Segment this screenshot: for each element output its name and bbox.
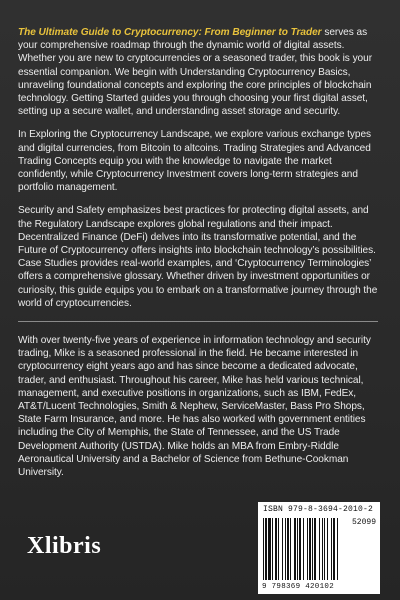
intro-text: serves as your comprehensive roadmap through the dynamic world of digital assets. Whether you are new to cryptocurrencies or a seasoned trader, this book is your essential companion. We begin with Understanding Cryptocurrency Basics, unraveling foundational concepts and exploring the core principles of blockchain technology. Getting Started guides you through choosing your first digital asset, setting up a secure wallet, and understanding asset storage and security. [18, 27, 372, 118]
blurb [18, 26, 384, 320]
barcode-icon [262, 518, 352, 582]
price-code: 52099 [351, 518, 376, 527]
author-bio [18, 334, 384, 479]
author-bio-text: With over twenty-five years of experience in information technology and security trading, Mike is a seasoned professional in the field. He became interested in cryptocurrency eight years ago and has since become a dedicated advocate, trader, and enthusiast. Throughout his career, Mike has held various technical, management, and executive positions in organizations, such as IBM, FedEx, AT&T/Lucent Technologies, Smith & Nephew, ServiceMaster, Bass Pro Shops, State Farm Insurance, and more. He has also worked with government entities including the City of Memphis, the State of Tennessee, and the US Trade Development Authority (USTDA). Mike holds an MBA from Embry-Riddle Aeronautical University and a Bachelor of Science from Bethune-Cookman University. [18, 335, 371, 479]
intro-paragraph [18, 26, 384, 118]
isbn-label: ISBN 979-8-3694-2010-2 [263, 505, 374, 514]
security-paragraph: Security and Safety emphasizes best practices for protecting digital assets, and the Regulatory Landscape explores global regulations and their impact. Decentralized Finance (DeFi) delves into its transformative potential, and the Future of Cryptocurrency offers insights into blockchain technology’s possibilities. Case Studies provides real-world examples, and ‘Cryptocurrency Terminologies’ offers a comprehensive glossary. Whether driven by investment opportunities or curiosity, this guide equips you to embark on a transformative journey through the world of cryptocurrencies. [18, 205, 378, 309]
section-divider [18, 321, 378, 322]
landscape-paragraph: In Exploring the Cryptocurrency Landscape, we explore various exchange types and digital currencies, from Bitcoin to altcoins. Trading Strategies and Advanced Trading Concepts equip you with the knowledge to navigate the market confidently, while Cryptocurrency Investment covers long-term strategies and portfolio management. [18, 129, 372, 194]
publisher-logo: Xlibris [27, 533, 102, 559]
barcode-panel [258, 502, 380, 594]
ean-number: 9 798369 420102 [262, 583, 335, 591]
book-title: The Ultimate Guide to Cryptocurrency: From Beginner to Trader [18, 27, 322, 38]
